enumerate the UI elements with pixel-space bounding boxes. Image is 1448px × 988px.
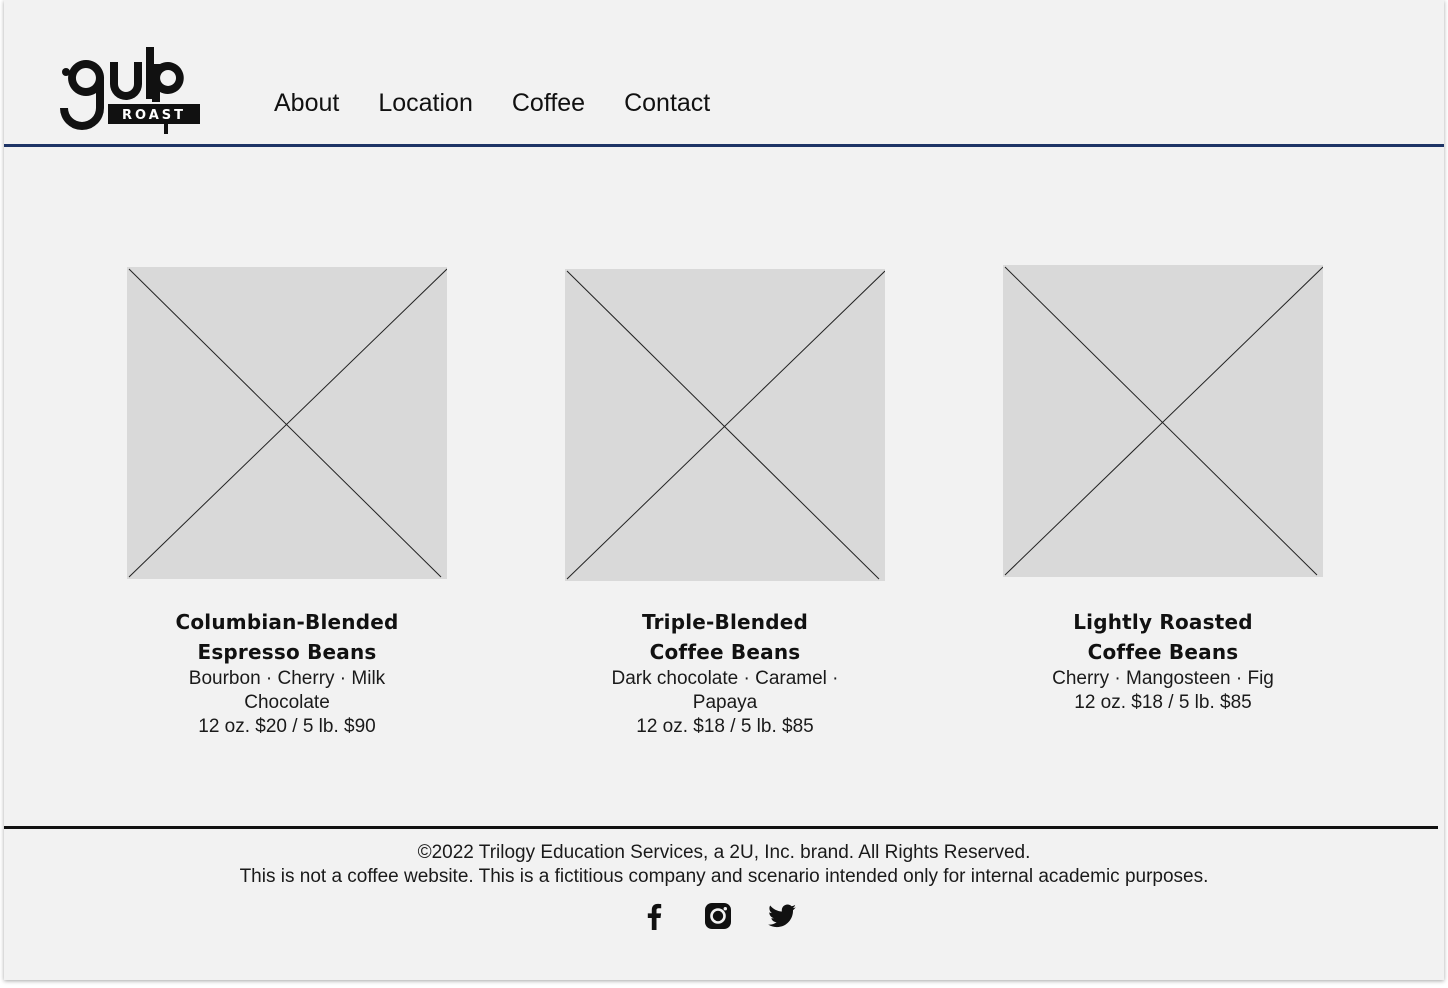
facebook-icon[interactable] [638,900,670,932]
nav-about[interactable]: About [274,89,340,117]
product-title: Columbian-Blended Espresso Beans [175,610,399,664]
product-price: 12 oz. $20 / 5 lb. $90 [198,716,376,737]
instagram-icon[interactable] [702,900,734,932]
social-links [638,900,830,932]
nav-contact[interactable]: Contact [624,89,711,117]
product-notes: Dark chocolate · Caramel · Papaya [611,668,839,713]
nav-location[interactable]: Location [378,89,473,117]
product-notes: Cherry · Mangosteen · Fig [1052,668,1274,689]
product-price: 12 oz. $18 / 5 lb. $85 [636,716,814,737]
twitter-icon[interactable] [766,900,798,932]
main-nav [274,84,749,122]
product-card [565,269,885,739]
logo-subtext: ROAST [121,108,187,123]
gulp-roast-logo[interactable] [58,44,204,138]
footer-divider [4,826,1438,829]
header-divider [4,144,1444,147]
product-image-placeholder [565,269,885,581]
product-title: Lightly Roasted Coffee Beans [1073,610,1253,664]
nav-coffee[interactable]: Coffee [511,89,586,117]
footer-copyright: ©2022 Trilogy Education Services, a 2U, Inc. brand. All Rights Reserved. [417,842,1031,863]
product-price: 12 oz. $18 / 5 lb. $85 [1074,692,1252,713]
product-title: Triple-Blended Coffee Beans [641,610,809,664]
product-card [127,267,447,739]
product-card [1003,265,1323,715]
page-frame [4,0,1444,980]
product-image-placeholder [127,267,447,579]
product-image-placeholder [1003,265,1323,577]
footer-disclaimer: This is not a coffee website. This is a fictitious company and scenario intended only for internal academic purposes. [239,866,1209,887]
product-notes: Bourbon · Cherry · Milk Chocolate [188,668,386,713]
